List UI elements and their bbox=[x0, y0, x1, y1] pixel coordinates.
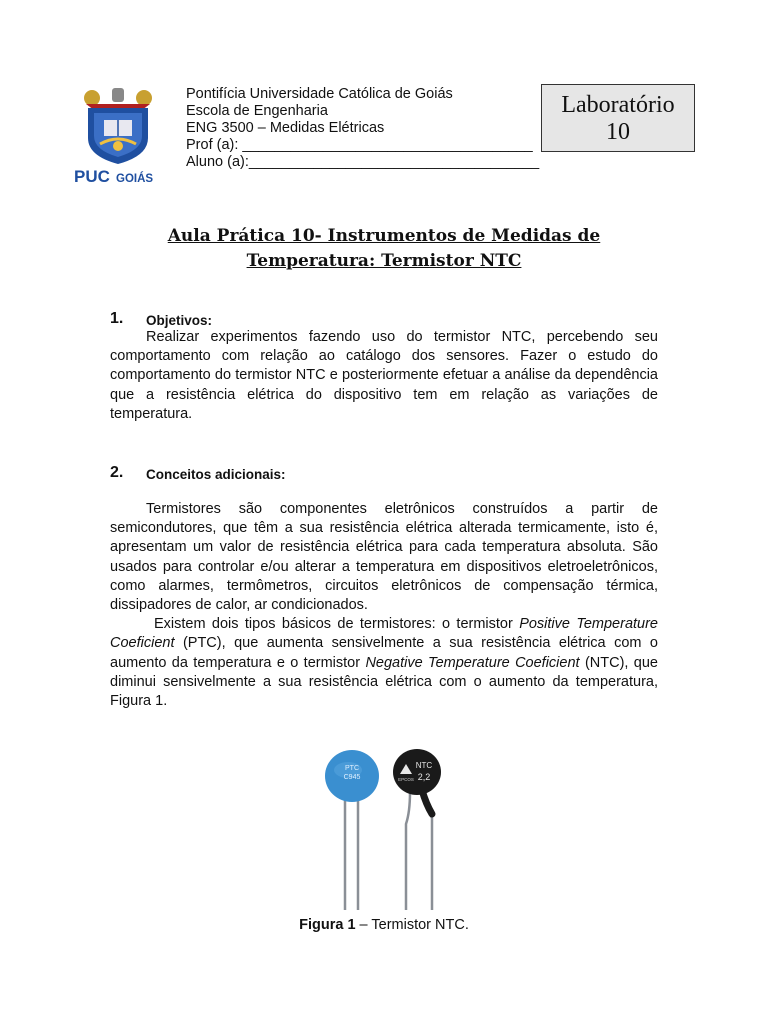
thermistor-figure bbox=[318, 748, 448, 913]
concepts-paragraph-2 bbox=[110, 615, 658, 711]
header-course: ENG 3500 – Medidas Elétricas bbox=[186, 120, 385, 136]
section-2-text bbox=[110, 500, 658, 711]
puc-goias-logo bbox=[72, 86, 164, 186]
ntc-label-1: NTC bbox=[415, 761, 433, 770]
ptc-label-2: C945 bbox=[343, 774, 361, 781]
page-title bbox=[110, 224, 658, 274]
header-student: Aluno (a):____________________________________ bbox=[186, 154, 540, 170]
para2-text-a: Existem dois tipos básicos de termistores: o termistor bbox=[154, 616, 520, 633]
section-1-heading: Objetivos: bbox=[146, 313, 213, 328]
ntc-brand: EPCOS bbox=[398, 777, 414, 782]
lab-number: 10 bbox=[606, 119, 630, 145]
header-university: Pontifícia Universidade Católica de Goiás bbox=[186, 86, 453, 102]
lab-number-box bbox=[541, 84, 695, 152]
section-2-heading: Conceitos adicionais: bbox=[146, 467, 286, 482]
figure-caption-label: Figura 1 bbox=[299, 917, 356, 933]
section-2-number: 2. bbox=[110, 464, 124, 481]
figure-caption-text: – Termistor NTC. bbox=[355, 917, 469, 933]
concepts-paragraph-1: Termistores são componentes eletrônicos construídos a partir de semicondutores, que têm a sua resistência elétrica alterada termicamente, isto é, apresentam um valor de resistência elétrica para cada temperatura absoluta. São usados para controlar e/ou alterar a temperatura em dispositivos eletroeletrônicos, como alarmes, termômetros, circuitos eletrônicos de compensação térmica, dissipadores de calor, ar condicionados. bbox=[110, 501, 658, 614]
ptc-label-1: PTC bbox=[345, 765, 359, 772]
para2-text-b: (PTC), que aumenta sensivelmente a sua resistência elétrica com o aumento da temperatura e o termistor bbox=[110, 635, 658, 671]
para2-text-c: (NTC), que diminui sensivelmente a sua resistência elétrica com o aumento da temperatura, Figura 1. bbox=[110, 654, 658, 710]
lab-label: Laboratório bbox=[561, 92, 675, 118]
header-school: Escola de Engenharia bbox=[186, 103, 328, 119]
para2-ptc-term: Positive Temperature Coeficient bbox=[110, 616, 658, 652]
figure-caption bbox=[110, 917, 658, 933]
thermistor-illustration bbox=[318, 748, 448, 913]
section-1-text bbox=[110, 328, 658, 424]
logo-text-puc: PUC bbox=[74, 167, 110, 186]
section-1-number: 1. bbox=[110, 310, 124, 327]
header-professor: Prof (a): ____________________________________ bbox=[186, 137, 533, 153]
ntc-label-2: 2,2 bbox=[417, 772, 431, 782]
university-crest-icon bbox=[72, 86, 164, 186]
logo-text-goias: GOIÁS bbox=[116, 173, 154, 185]
title-line-1: Aula Prática 10- Instrumentos de Medidas de bbox=[167, 226, 601, 246]
objectives-paragraph: Realizar experimentos fazendo uso do termistor NTC, percebendo seu comportamento com relação ao catálogo dos sensores. Fazer o estudo do comportamento do termistor NTC e posteriormente efetuar a análise da dependência que a resistência elétrica do dispositivo tem em relação as variações de temperatura. bbox=[110, 329, 658, 422]
para2-ntc-term: Negative Temperature Coeficient bbox=[365, 654, 580, 671]
title-line-2: Temperatura: Termistor NTC bbox=[246, 251, 522, 271]
